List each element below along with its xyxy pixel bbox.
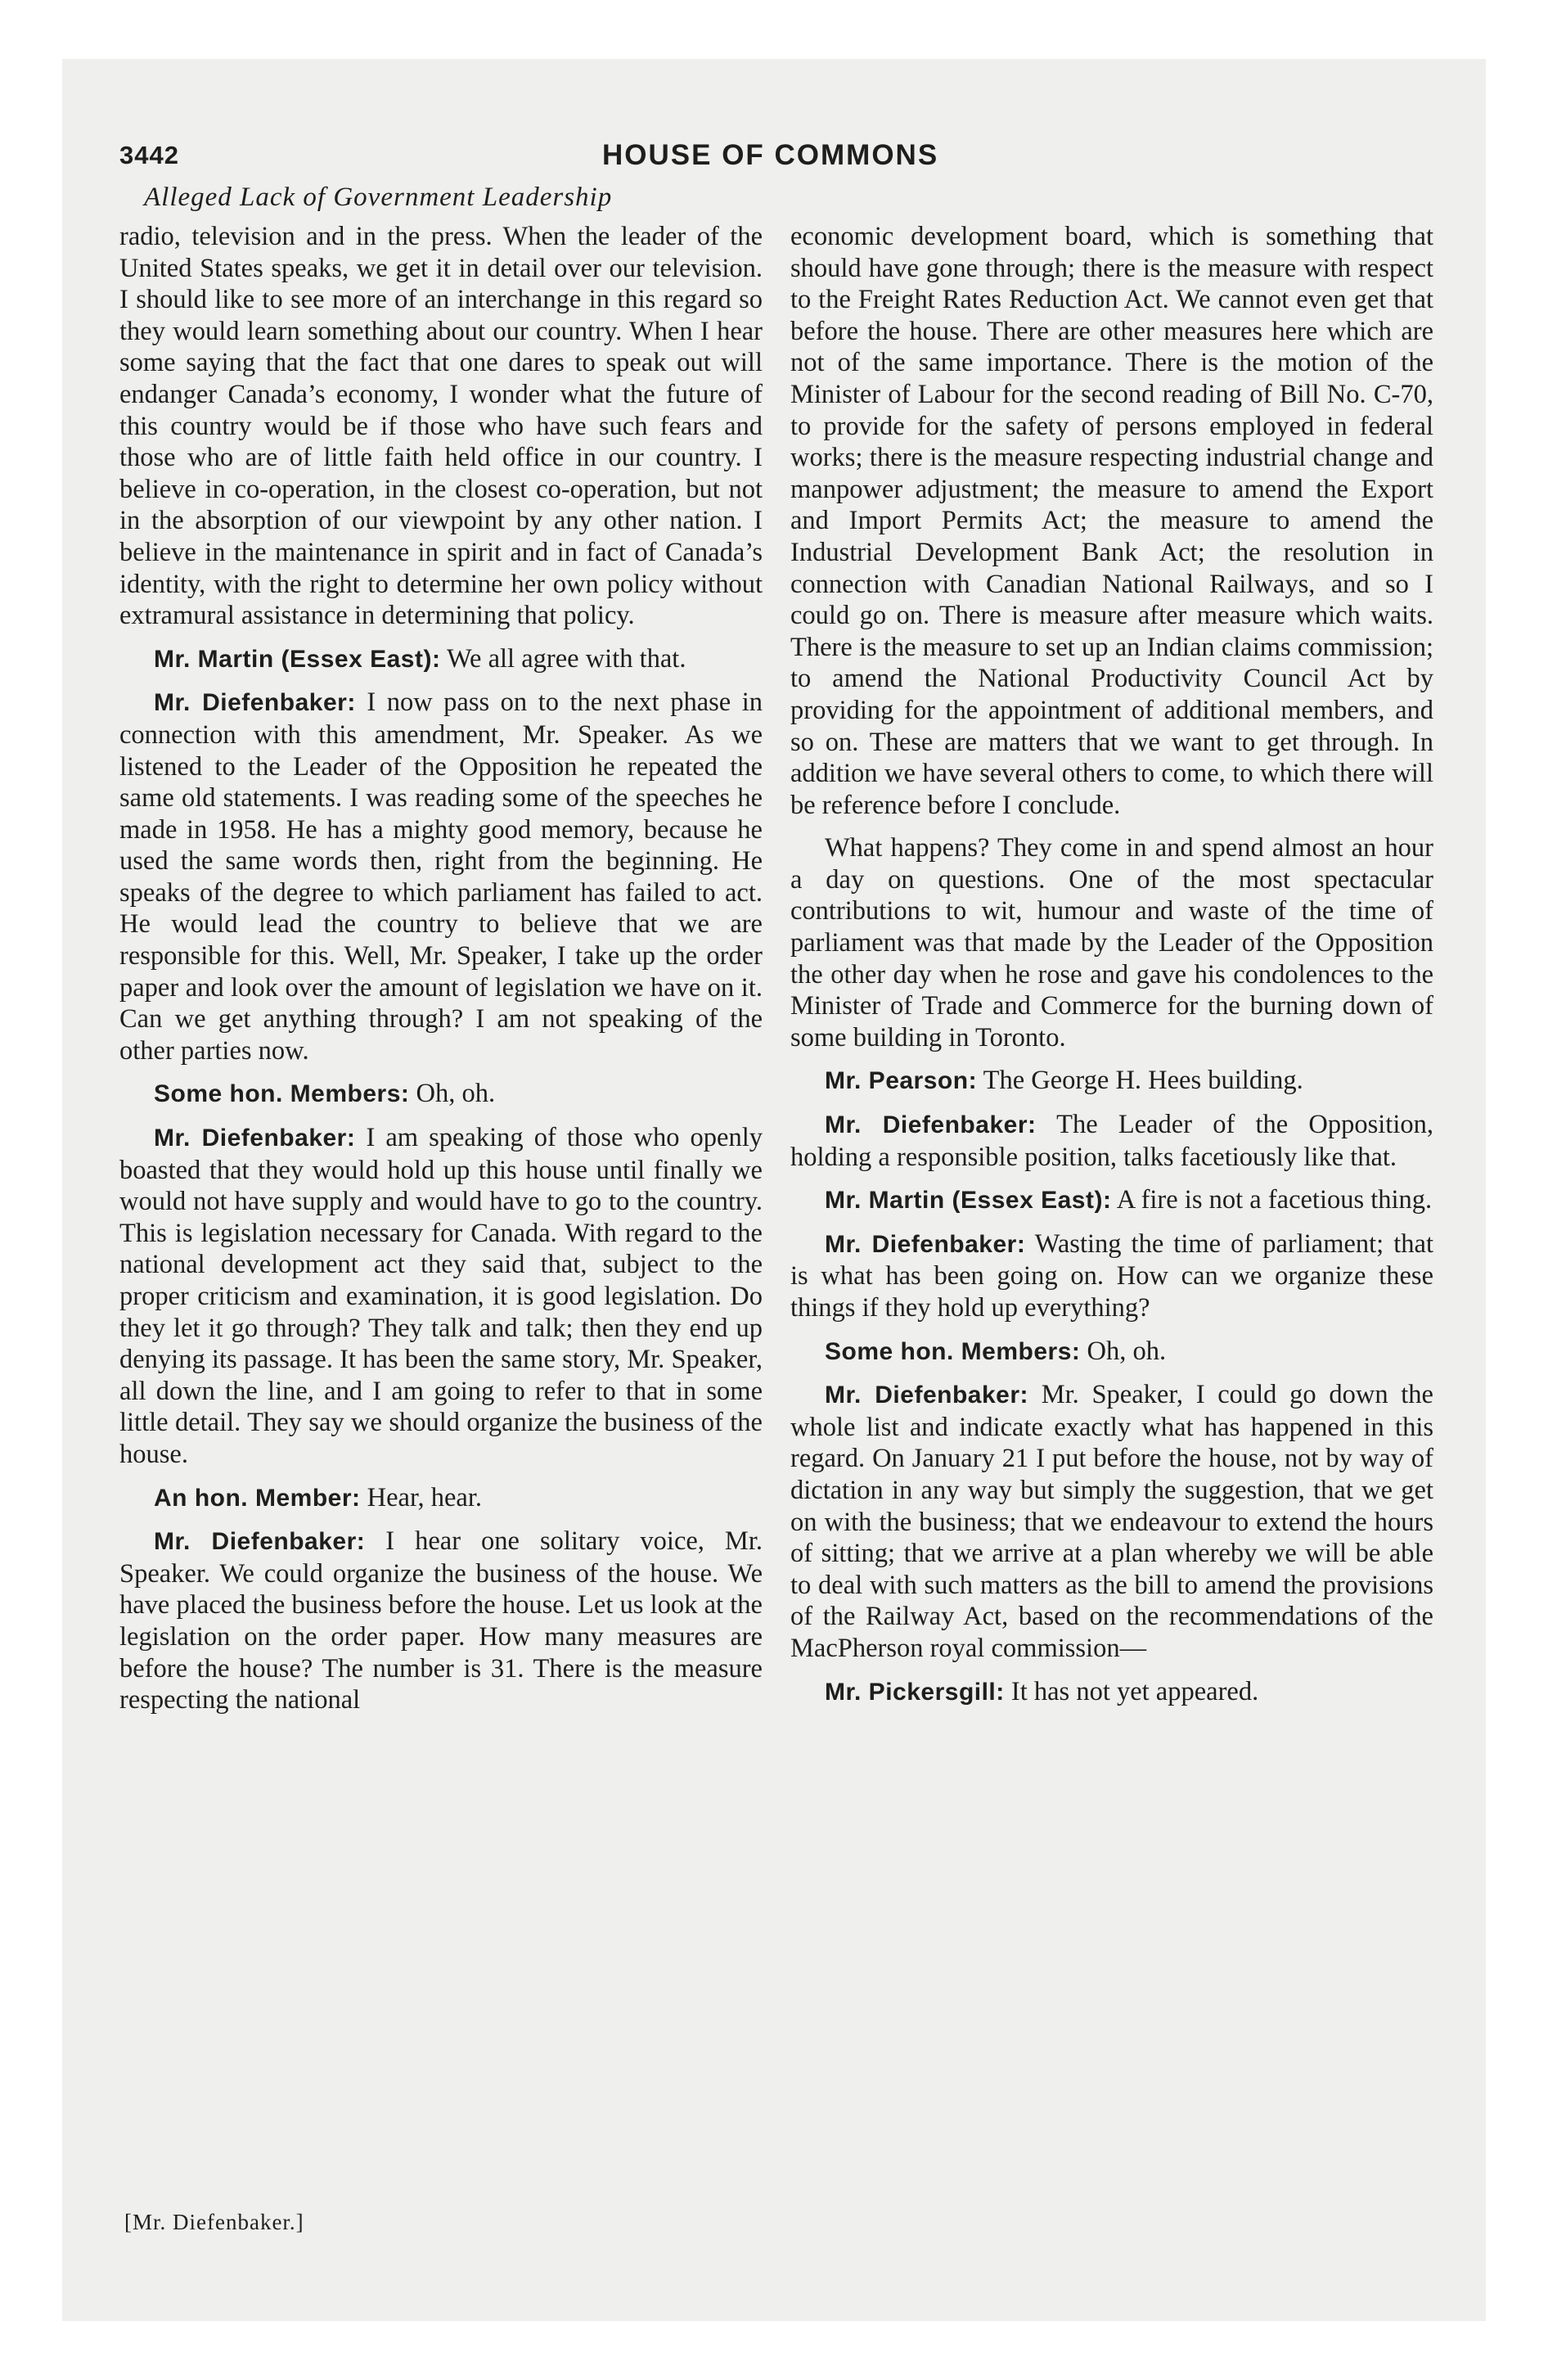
speaker-name: Mr. Martin (Essex East): bbox=[154, 645, 441, 673]
left-column-paragraph bbox=[119, 643, 763, 676]
speaker-name: Some hon. Members: bbox=[154, 1080, 410, 1108]
paragraph-text: economic development board, which is something that should have gone through; there is the measure with respect to the Freight Rates Reduction Act. We cannot even get that before the house. There are other measures here which are not of the same importance. There is the motion of the Minister of Labour for the second reading of Bill No. C-70, to provide for the safety of persons employed in federal works; there is the measure respecting industrial change and manpower adjustment; the measure to amend the Export and Import Permits Act; the measure to amend the Industrial Development Bank Act; the resolution in connection with Canadian National Railways, and so I could go on. There is measure after measure which waits. There is the measure to set up an Indian claims commission; to amend the National Productivity Council Act by providing for the appointment of additional members, and so on. These are matters that we want to get through. In addition we have several others to come, to which there will be reference before I conclude. bbox=[790, 222, 1433, 820]
paragraph-text: Wasting the time of parliament; that is what has been going on. How can we organize these things if they hold up everything? bbox=[790, 1228, 1433, 1323]
right-column-paragraph bbox=[790, 1065, 1433, 1098]
paragraph-text: The George H. Hees building. bbox=[983, 1066, 1303, 1096]
speaker-name: Mr. Diefenbaker: bbox=[154, 689, 356, 717]
paragraph-text: I am speaking of those who openly boasted that they would hold up this house until finally we would not have supply and would have to go to the country. This is legislation necessary for Canada. With regard to the national development act they said that, subject to the proper criticism and examination, it is good legislation. Do they let it go through? They talk and talk; then they end up denying its passage. It has been the same story, Mr. Speaker, all down the line, and I am going to refer to that in some little detail. They say we should organize the business of the house. bbox=[119, 1123, 763, 1469]
right-column-paragraph bbox=[790, 221, 1433, 821]
speaker-name: Mr. Pearson: bbox=[825, 1067, 978, 1095]
right-column-paragraph bbox=[790, 1379, 1433, 1664]
section-subhead: Alleged Lack of Government Leadership bbox=[144, 183, 613, 212]
paragraph-text: Hear, hear. bbox=[367, 1482, 482, 1512]
paragraph-text: What happens? They come in and spend almost an hour a day on questions. One of the most spectacular contributions to wit, humour and waste of the time of parliament was that made by the Leader of the Opposition the other day when he rose and gave his condolences to the Minister of Trade and Commerce for the burning down of some building in Toronto. bbox=[790, 833, 1433, 1053]
page-header bbox=[119, 137, 1445, 178]
left-column-paragraph bbox=[119, 687, 763, 1066]
paragraph-text: A fire is not a facetious thing. bbox=[1116, 1185, 1433, 1215]
paragraph-text: Oh, oh. bbox=[416, 1079, 496, 1109]
speaker-name: Mr. Diefenbaker: bbox=[825, 1111, 1037, 1139]
page-number: 3442 bbox=[119, 141, 179, 169]
right-column-paragraph bbox=[790, 1336, 1433, 1368]
left-column-paragraph bbox=[119, 1526, 763, 1716]
running-head: HOUSE OF COMMONS bbox=[602, 139, 939, 171]
paragraph-text: Oh, oh. bbox=[1087, 1336, 1167, 1366]
speaker-name: Mr. Diefenbaker: bbox=[154, 1125, 356, 1152]
right-column bbox=[790, 221, 1433, 1720]
speaker-name: Mr. Pickersgill: bbox=[825, 1678, 1005, 1706]
left-column-paragraph bbox=[119, 221, 763, 632]
paragraph-text: We all agree with that. bbox=[446, 643, 686, 674]
paragraph-text: Mr. Speaker, I could go down the whole list and indicate exactly what has happened in this regard. On January 21 I put before the house, not by way of dictation in any way but simply the suggestion, that we get on with the business; that we endeavour to extend the hours of sitting; that we arrive at a plan whereby we will be able to deal with such matters as the bill to amend the provisions of the Railway Act, based on the recommendations of the MacPherson royal commission— bbox=[790, 1380, 1433, 1663]
right-column-paragraph bbox=[790, 1184, 1433, 1217]
left-column-paragraph bbox=[119, 1078, 763, 1111]
right-column-paragraph bbox=[790, 1109, 1433, 1173]
speaker-name: Mr. Martin (Essex East): bbox=[825, 1187, 1112, 1215]
paragraph-text: I hear one solitary voice, Mr. Speaker. We could organize the business of the house. We have placed the business before the house. Let us look at the legislation on the order paper. How many measures are before the house? The number is 31. There is the measure respecting the national bbox=[119, 1526, 763, 1715]
paragraph-text: radio, television and in the press. When the leader of the United States speaks, we get it in detail over our television. I should like to see more of an interchange in this regard so they would learn something about our country. When I hear some saying that the fact that one dares to speak out will endanger Canada’s economy, I wonder what the future of this country would be if those who have such fears and those who are of little faith held office in our country. I believe in co-operation, in the closest co-operation, but not in the absorption of our viewpoint by any other nation. I believe in the maintenance in spirit and in fact of Canada’s identity, with the right to determine her own policy without extramural assistance in determining that policy. bbox=[119, 222, 763, 631]
speaker-name: Some hon. Members: bbox=[825, 1337, 1081, 1365]
right-column-paragraph bbox=[790, 1228, 1433, 1324]
speaker-name: Mr. Diefenbaker: bbox=[825, 1382, 1028, 1409]
speaker-name: An hon. Member: bbox=[154, 1484, 361, 1512]
left-column-paragraph bbox=[119, 1482, 763, 1515]
right-column-paragraph bbox=[790, 1676, 1433, 1709]
right-column-paragraph bbox=[790, 832, 1433, 1053]
left-column bbox=[119, 221, 763, 1728]
paragraph-text: The Leader of the Opposition, holding a responsible position, talks facetiously like that. bbox=[790, 1110, 1433, 1172]
left-column-paragraph bbox=[119, 1122, 763, 1471]
paragraph-text: I now pass on to the next phase in connection with this amendment, Mr. Speaker. As we listened to the Leader of the Opposition he repeated the same old statements. I was reading some of the speeches he made in 1958. He has a mighty good memory, because he used the same words then, right from the beginning. He speaks of the degree to which parliament has failed to act. He would lead the country to believe that we are responsible for this. Well, Mr. Speaker, I take up the order paper and look over the amount of legislation we have on it. Can we get anything through? I am not speaking of the other parties now. bbox=[119, 687, 763, 1066]
paragraph-text: It has not yet appeared. bbox=[1010, 1676, 1259, 1706]
speaker-name: Mr. Diefenbaker: bbox=[825, 1230, 1026, 1258]
footer-speaker-note: [Mr. Diefenbaker.] bbox=[124, 2210, 304, 2234]
speaker-name: Mr. Diefenbaker: bbox=[154, 1528, 366, 1556]
